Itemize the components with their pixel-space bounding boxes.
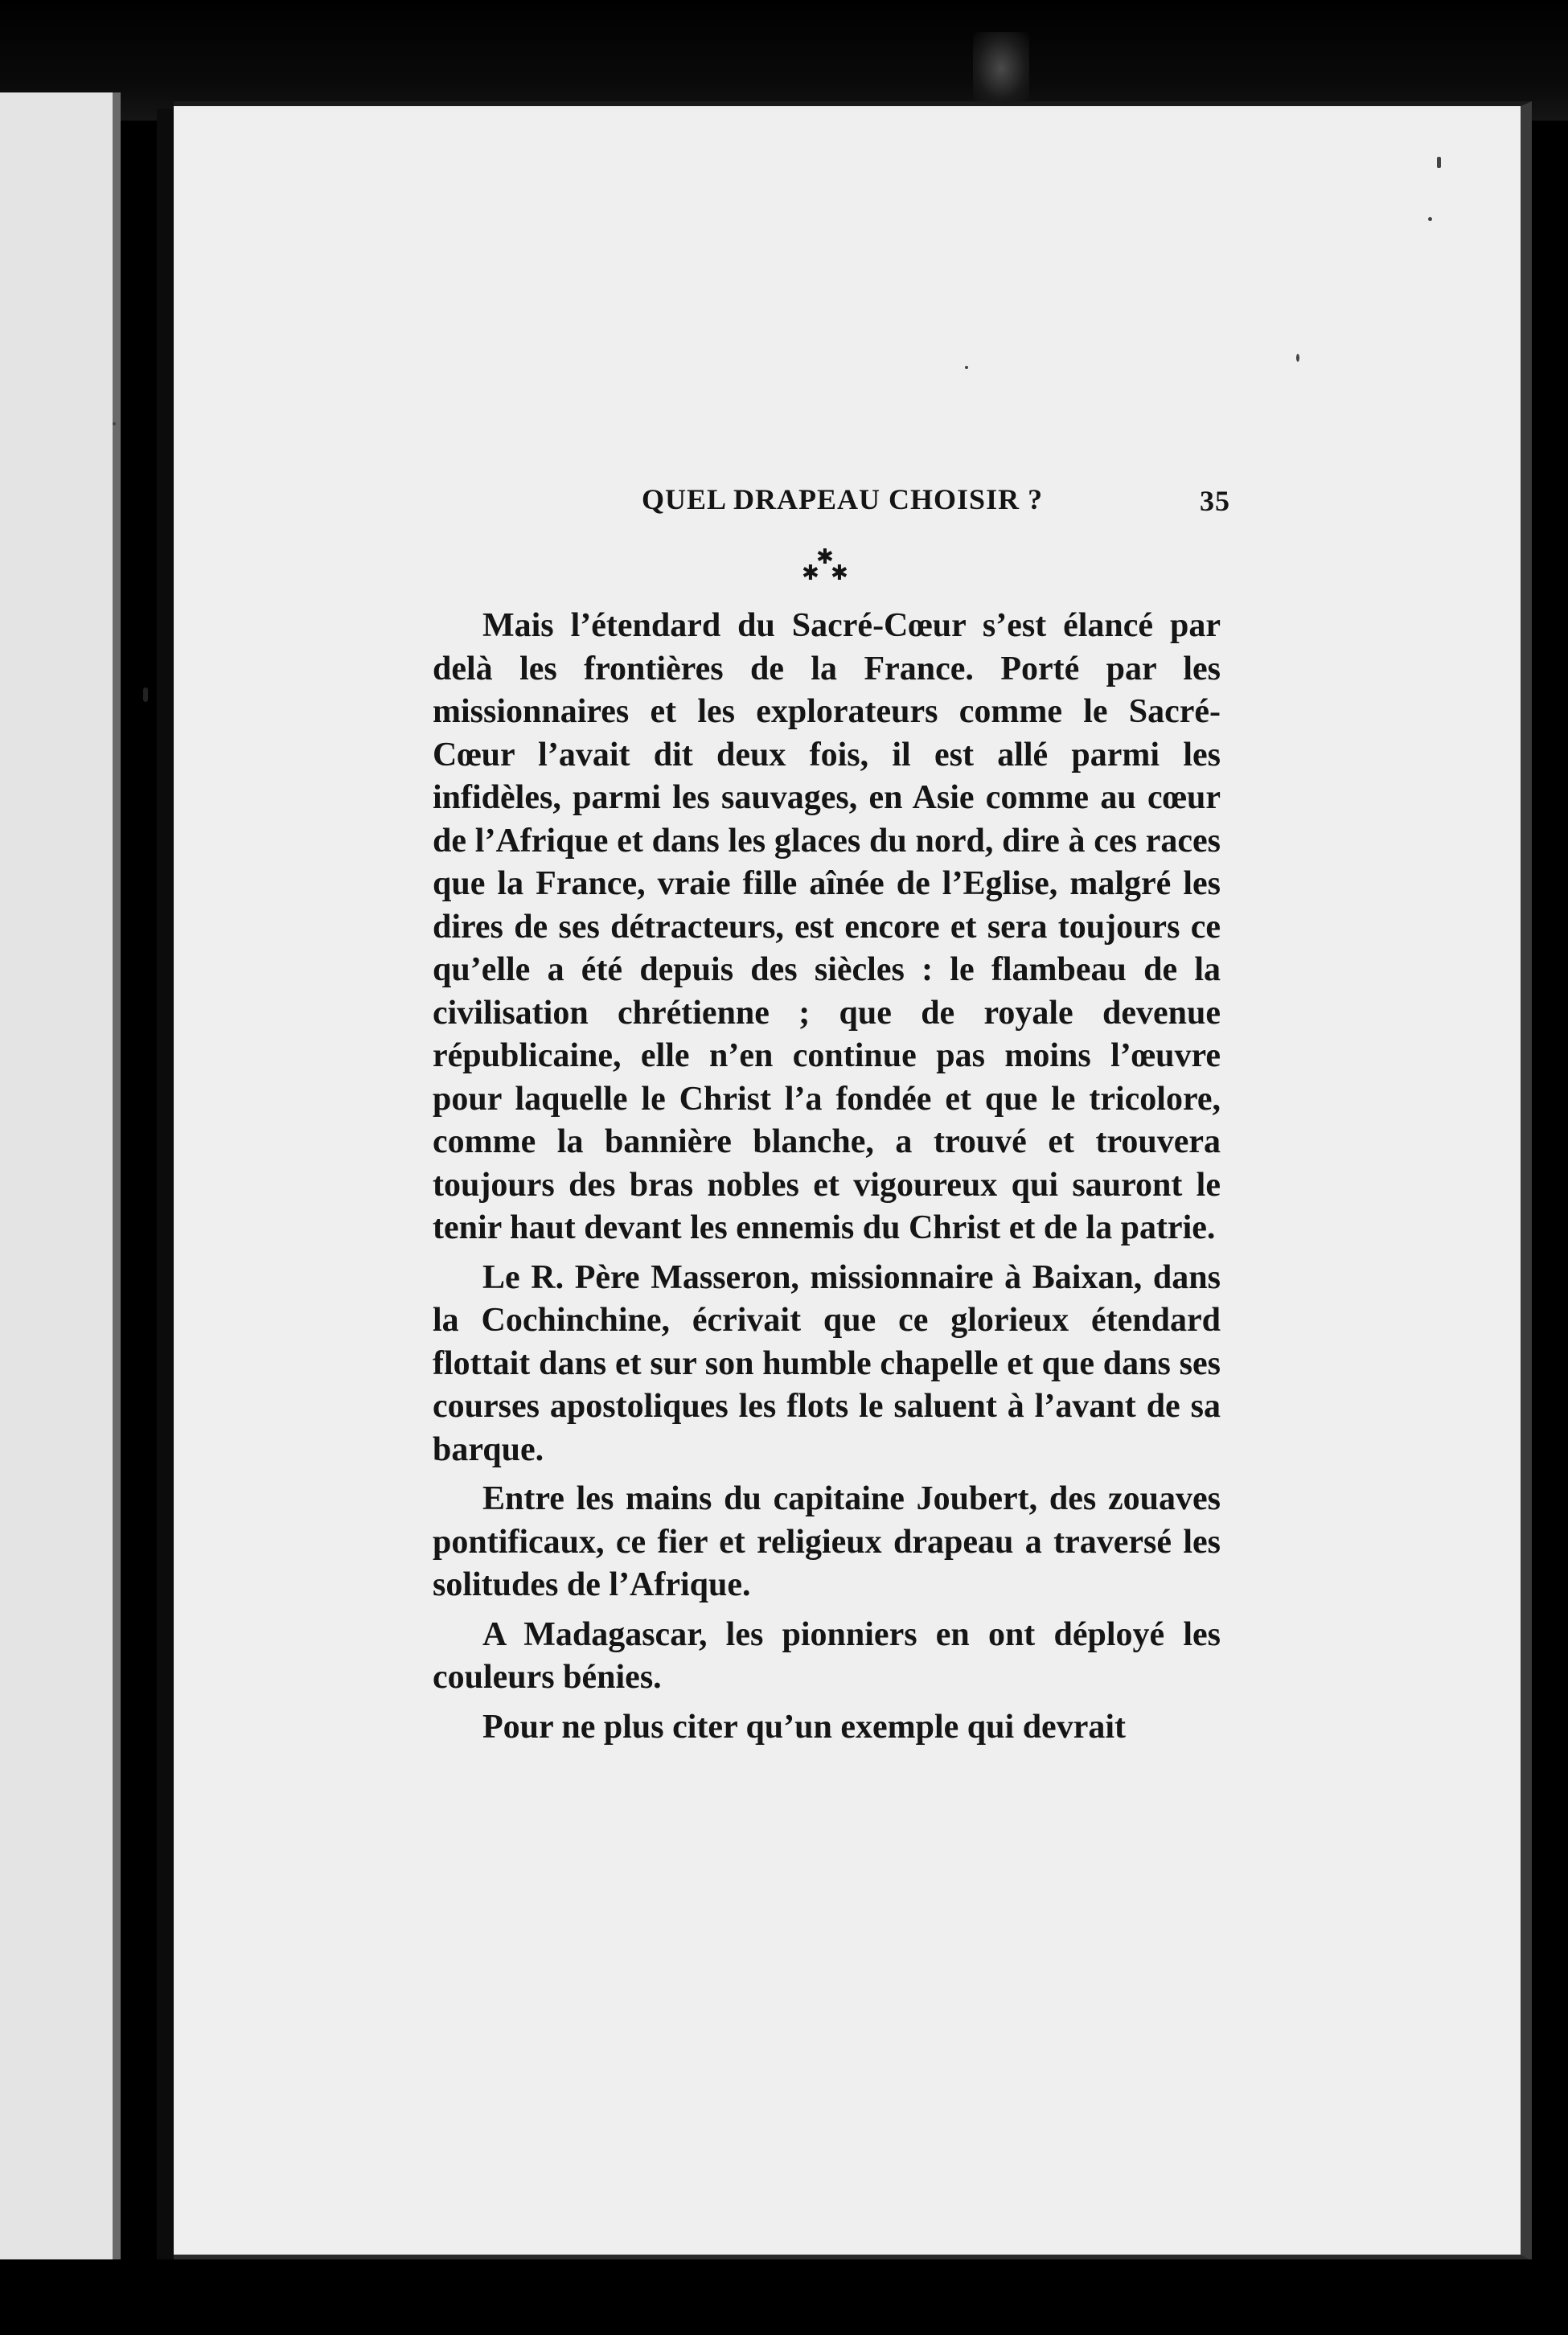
paragraph: A Madagascar, les pionniers en ont déployé les couleurs bénies. — [433, 1615, 1221, 1696]
asterism-star-right: ✱ — [831, 561, 848, 585]
paragraph: Le R. Père Masseron, missionnaire à Baixan, dans la Cochinchine, écrivait que ce glorieux étendard flottait dans et sur son humble chapelle et que dans ses courses apostoliques les flots le saluent à l’avant de sa barque. — [433, 1258, 1221, 1468]
paragraph: Mais l’étendard du Sacré-Cœur s’est élancé par delà les frontières de la France. Porté par les missionnaires et les explorateurs comme le Sacré-Cœur l’avait dit deux fois, il est allé parmi les infidèles, parmi les sauvages, en Asie comme au cœur de l’Afrique et dans les glaces du nord, dire à ces races que la France, vraie fille aînée de l’Eglise, malgré les dires de ses détracteurs, est encore et sera toujours ce qu’elle a été depuis des siècles : le flambeau de la civilisation chrétienne ; que de royale devenue républicaine, elle n’en continue pas moins l’œuvre pour laquelle le Christ l’a fondée et que le tricolore, comme la bannière blanche, a trouvé et trouvera toujours des bras nobles et vigoureux qui sauront le tenir haut devant les ennemis du Christ et de la patrie. — [433, 607, 1221, 1246]
dust-speck — [143, 687, 148, 702]
asterism-star-top: ✱ — [816, 545, 834, 569]
dust-speck — [1437, 157, 1441, 168]
dust-speck — [1296, 354, 1299, 362]
dust-speck — [1428, 217, 1432, 221]
facing-page-shadow — [113, 92, 121, 2259]
dust-speck — [113, 422, 116, 425]
paragraph: Pour ne plus citer qu’un exemple qui devrait — [482, 1708, 1126, 1746]
dust-speck — [965, 366, 968, 369]
paragraph: Entre les mains du capitaine Joubert, des zouaves pontificaux, ce fier et religieux drapeau a traversé les solitudes de l’Afrique. — [433, 1480, 1221, 1603]
running-title: QUEL DRAPEAU CHOISIR ? — [642, 483, 1044, 515]
scanner-glare — [973, 32, 1029, 105]
body-text — [433, 605, 1221, 1749]
scanner-bottom-border — [0, 2259, 1568, 2335]
facing-page-edge — [0, 92, 113, 2259]
page-number: 35 — [1200, 485, 1230, 517]
asterism-ornament — [800, 547, 848, 587]
asterism-star-left: ✱ — [802, 561, 819, 585]
